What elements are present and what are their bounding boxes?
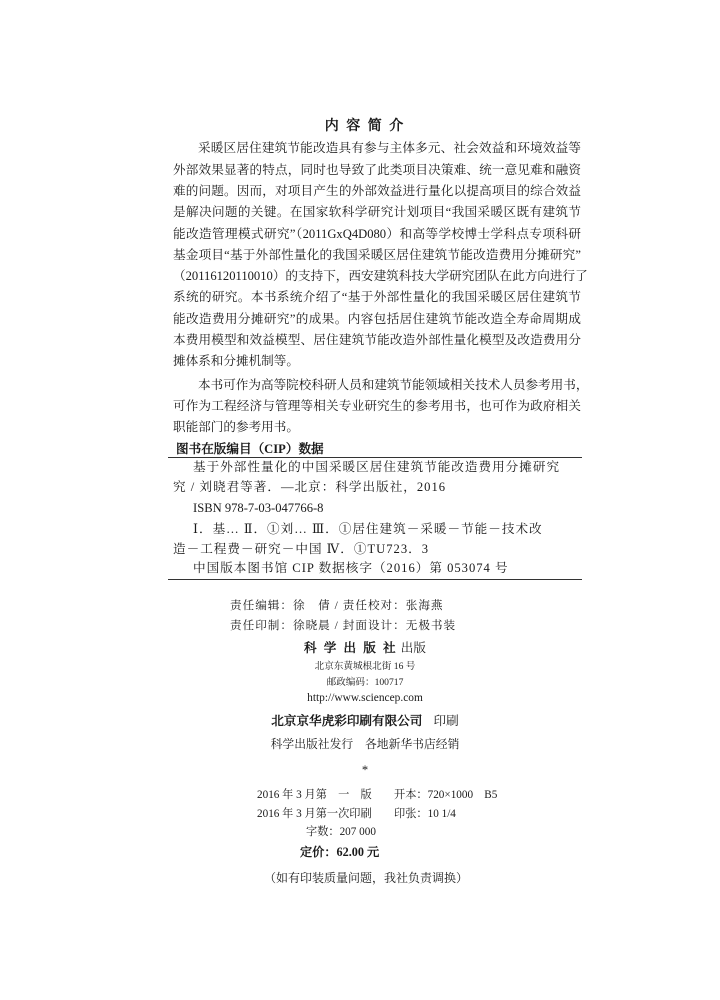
- editor-credits: 责任编辑：徐 倩 / 责任校对：张海燕: [230, 599, 444, 612]
- quality-notice: （如有印装质量问题，我社负责调换）: [264, 871, 469, 885]
- production-credits: 责任印制：徐晓晨 / 封面设计：无极书装: [230, 619, 457, 632]
- printing-line: 2016 年 3 月第一次印刷 印张：10 1/4: [257, 808, 456, 820]
- summary-line: 系统的研究。本书系统介绍了“基于外部性量化的我国采暖区居住建筑节: [173, 290, 581, 304]
- summary-line: 能改造费用分摊研究”的成果。内容包括居住建筑节能改造全寿命周期成: [173, 312, 581, 326]
- cip-bottom-rule: [168, 579, 582, 580]
- summary-line: 能改造管理模式研究”（2011GxQ4D080）和高等学校博士学科点专项科研: [173, 227, 581, 241]
- word-count: 字数：207 000: [306, 826, 376, 838]
- separator-star: *: [361, 763, 369, 777]
- summary-line: 本费用模型和效益模型、居住建筑节能改造外部性量化模型及改造费用分: [173, 333, 581, 347]
- printer-suffix: 印刷: [433, 714, 459, 728]
- printer-line: [160, 712, 570, 730]
- summary-line: 本书可作为高等院校科研人员和建筑节能领域相关技术人员参考用书，: [198, 378, 589, 392]
- summary-line: 可作为工程经济与管理等相关专业研究生的参考用书，也可作为政府相关: [173, 399, 581, 413]
- price: 定价：62.00 元: [300, 845, 380, 859]
- summary-line: 采暖区居住建筑节能改造具有参与主体多元、社会效益和环境效益等: [198, 141, 581, 155]
- summary-title: 内 容 简 介: [324, 119, 406, 134]
- summary-line: 摊体系和分摊机制等。: [173, 354, 299, 368]
- cip-heading: 图书在版编目（CIP）数据: [176, 442, 324, 456]
- publisher-address: 北京东黄城根北街 16 号: [314, 661, 416, 672]
- summary-line: 基金项目“基于外部性量化的我国采暖区居住建筑节能改造费用分摊研究”: [173, 248, 581, 262]
- cip-line: 基于外部性量化的中国采暖区居住建筑节能改造费用分摊研究: [193, 460, 561, 474]
- publisher-line: [160, 639, 570, 657]
- cip-line: Ⅰ．基… Ⅱ．①刘… Ⅲ．①居住建筑－采暖－节能－技术改: [193, 522, 543, 536]
- publisher-suffix: 出版: [400, 641, 426, 655]
- publisher-name: 科 学 出 版 社: [304, 641, 398, 655]
- edition-line: 2016 年 3 月第 一 版 开本：720×1000 B5: [257, 789, 498, 801]
- summary-line: （20116120110010）的支持下，西安建筑科技大学研究团队在此方向进行了: [173, 269, 588, 283]
- cip-line: 造－工程费－研究－中国 Ⅳ．①TU723．3: [173, 542, 430, 556]
- summary-line: 是解决问题的关键。在国家软科学研究计划项目“我国采暖区既有建筑节: [173, 205, 581, 219]
- summary-line: 难的问题。因而，对项目产生的外部效益进行量化以提高项目的综合效益: [173, 184, 581, 198]
- cip-isbn: ISBN 978-7-03-047766-8: [193, 501, 324, 515]
- cip-record-number: 中国版本图书馆 CIP 数据核字（2016）第 053074 号: [193, 561, 509, 575]
- printer-name: 北京京华虎彩印刷有限公司: [271, 714, 423, 728]
- summary-line: 职能部门的参考用书。: [173, 420, 299, 434]
- summary-line: 外部效果显著的特点，同时也导致了此类项目决策难、统一意见难和融资: [173, 163, 581, 177]
- cip-line: 究 / 刘晓君等著．—北京：科学出版社，2016: [173, 480, 447, 494]
- publisher-url: http://www.sciencep.com: [307, 692, 423, 704]
- publisher-postcode: 邮政编码：100717: [326, 677, 404, 688]
- distribution-line: 科学出版社发行 各地新华书店经销: [270, 737, 460, 751]
